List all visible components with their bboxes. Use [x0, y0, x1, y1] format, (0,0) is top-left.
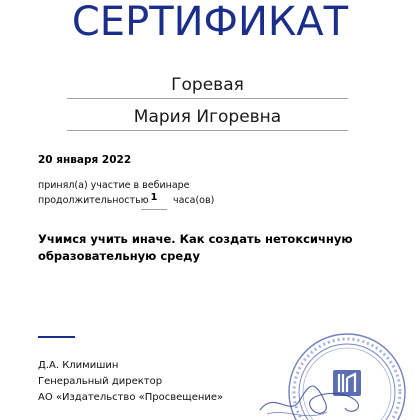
event-date: 20 января 2022 [38, 154, 132, 166]
publisher-seal-icon [255, 330, 420, 420]
signatory-name: Д.А. Климишин [38, 360, 119, 371]
certificate-title: СЕРТИФИКАТ [71, 0, 349, 45]
webinar-title: Учимся учить иначе. Как создать нетоксичную образовательную среду [38, 232, 353, 263]
signatory-organization: АО «Издательство «Просвещение» [38, 392, 224, 403]
surname-underline [67, 98, 348, 99]
recipient-surname: Горевая [171, 75, 244, 95]
duration-underline [141, 209, 167, 210]
signatory-position: Генеральный директор [38, 376, 163, 387]
signature-accent-bar [38, 336, 75, 338]
recipient-given-names: Мария Игоревна [133, 107, 282, 127]
duration-unit: часа(ов) [173, 195, 215, 206]
duration-value: 1 [150, 192, 158, 203]
duration-label: продолжительностью [38, 195, 149, 206]
given-names-underline [67, 130, 348, 131]
participation-text: принял(а) участие в вебинаре [38, 180, 190, 191]
